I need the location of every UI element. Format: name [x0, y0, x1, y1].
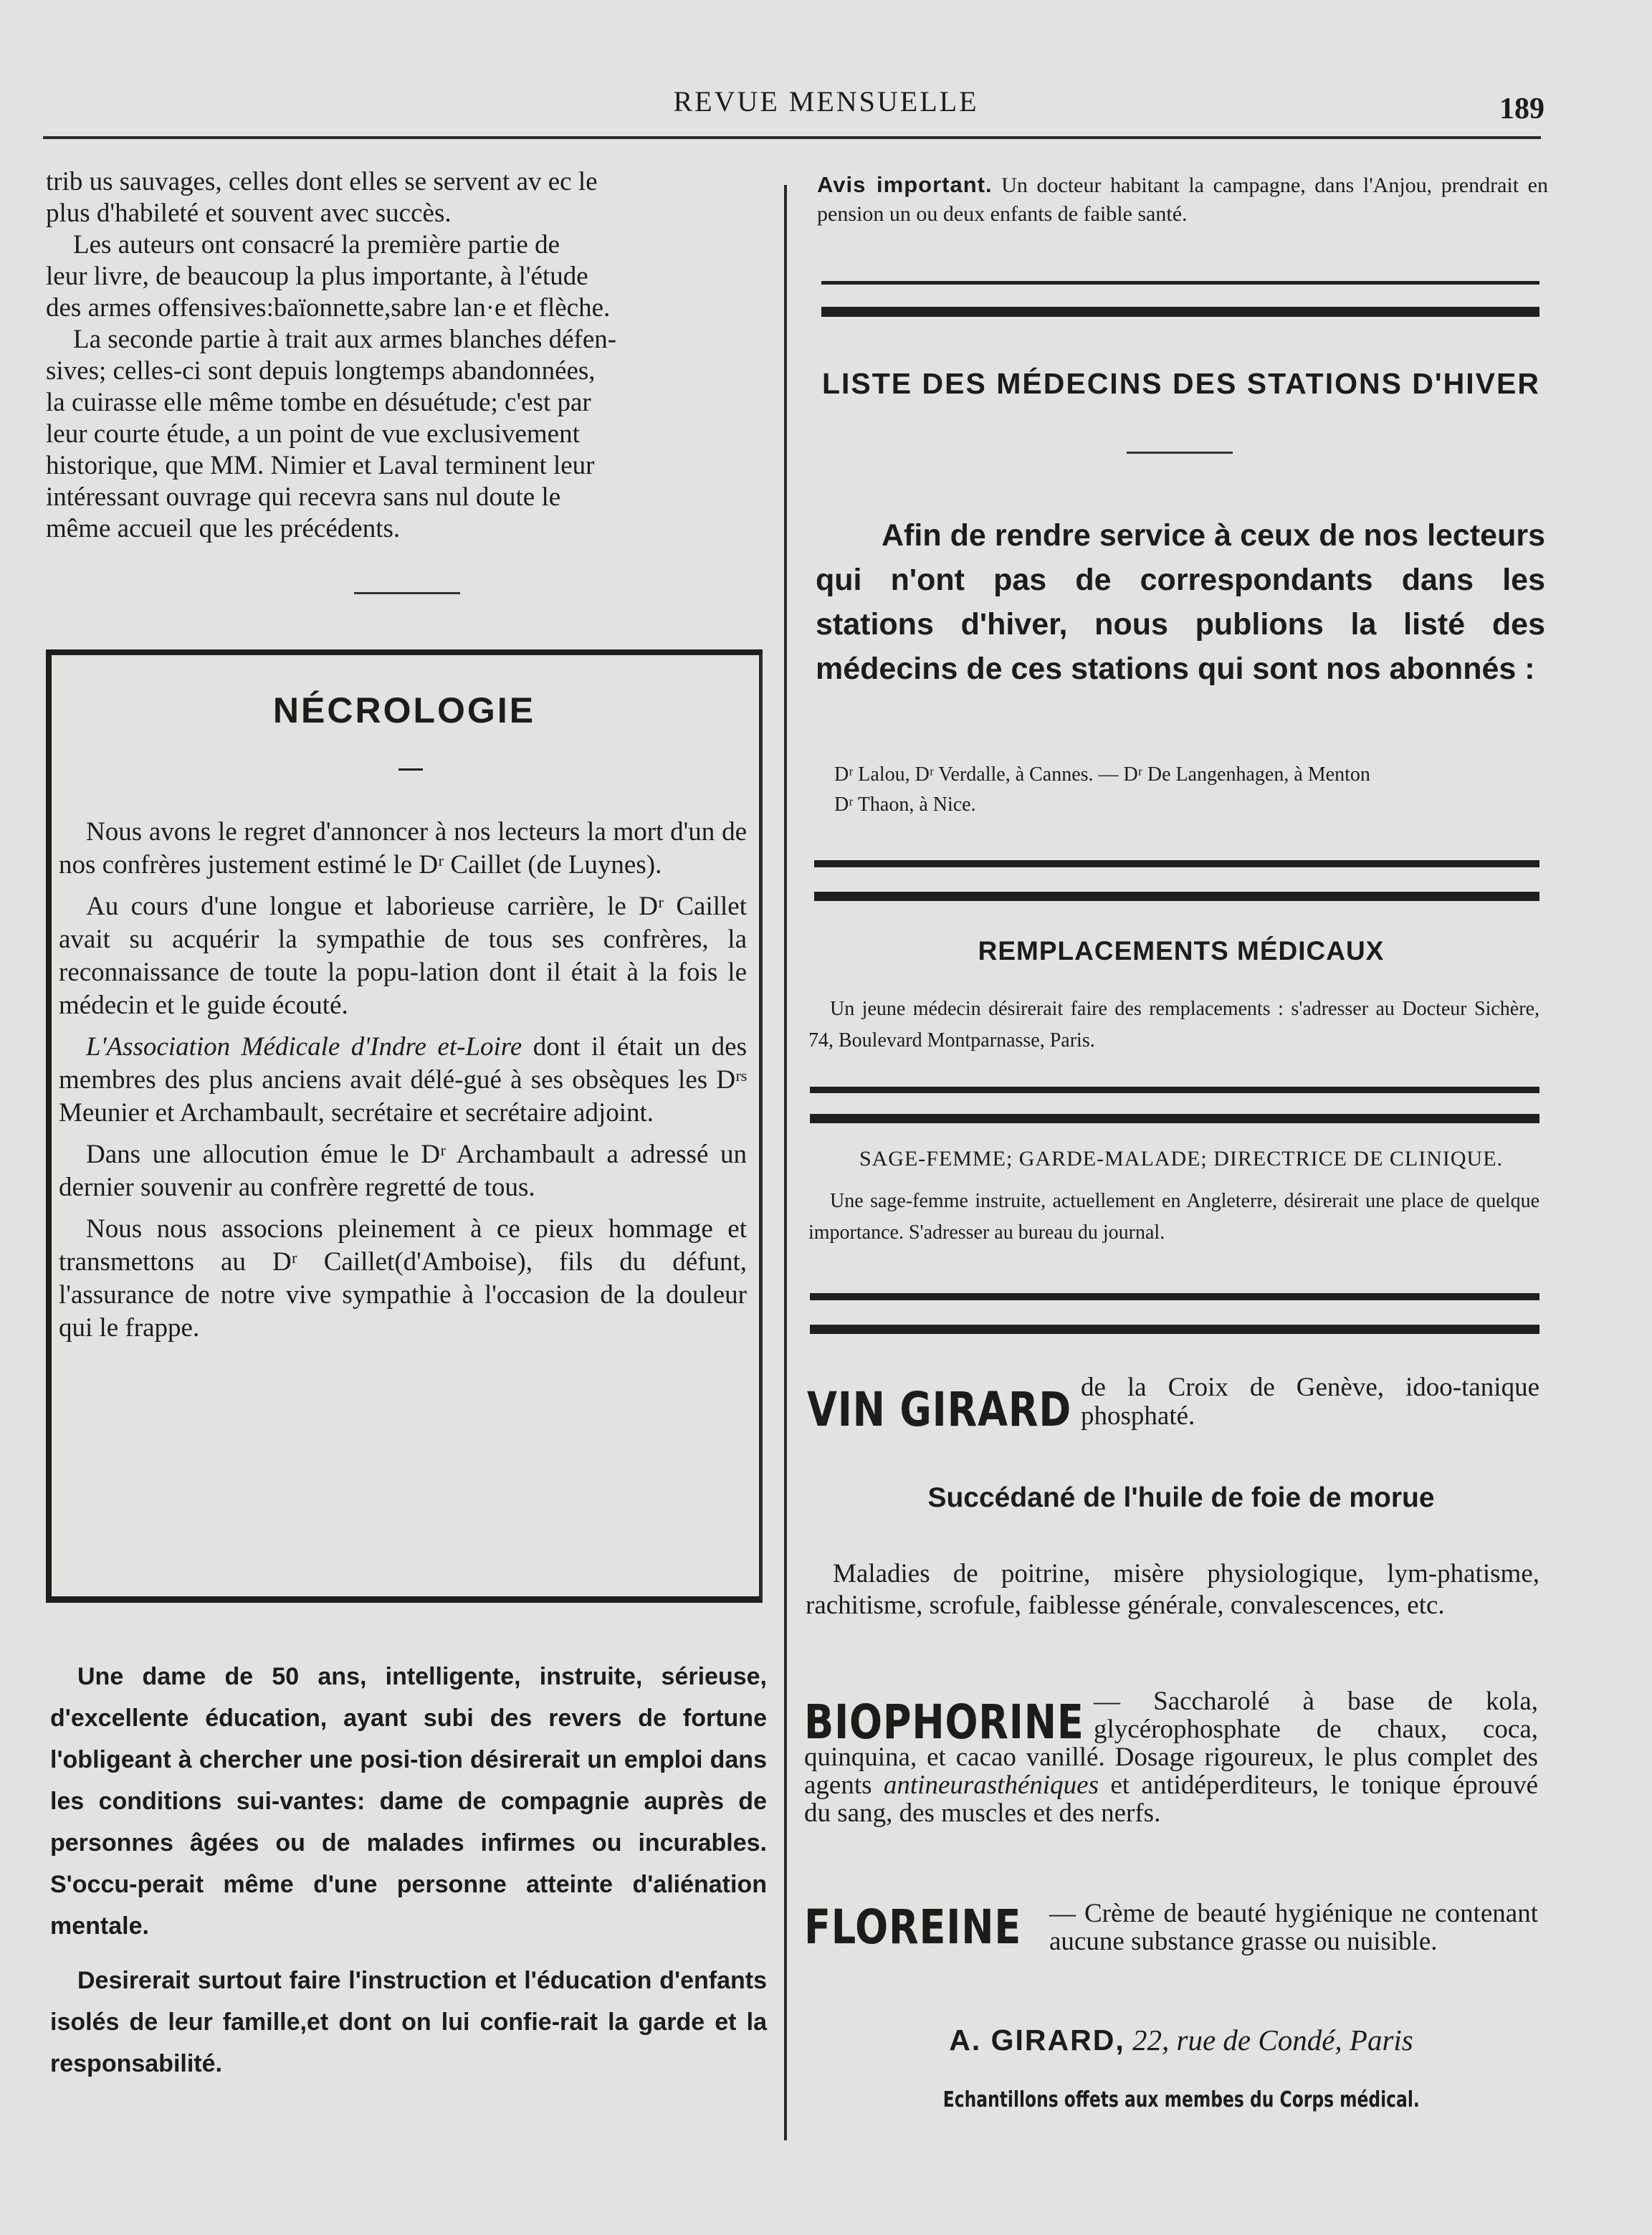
- biophorine-text-a: — Saccharolé à base de kola, glycérophosphate de chaux, coca, quinquina, et cacao vanillé. Dosage rigoureux, le plus complet des agents: [804, 1687, 1538, 1800]
- samples-note: [808, 2087, 1554, 2112]
- remplacements-title: REMPLACEMENTS MÉDICAUX: [978, 936, 1385, 966]
- necrologie-paragraph: Au cours d'une longue et laborieuse carrière, le Dʳ Caillet avait su acquérir la sympathie de tous ses confrères, la reconnaissance de toute la popu-lation dont il était à la fois le médecin et le guide écouté.: [59, 892, 747, 1020]
- samples-text: Echantillons offets aux membes du Corps médical.: [942, 2087, 1420, 2112]
- necrologie-paragraph: Nous avons le regret d'annoncer à nos lecteurs la mort d'un de nos confrères justement estimé le Dʳ Caillet (de Luynes).: [59, 817, 747, 880]
- sage-femme-text: Une sage-femme instruite, actuellement en Angleterre, désirerait une place de quelque importance. S'adresser au bureau du journal.: [808, 1190, 1539, 1244]
- review-line: trib us sauvages, celles dont elles se servent av ec le: [46, 167, 598, 196]
- biophorine-brand: BIOPHORINE: [804, 1695, 1084, 1750]
- section-rule-thick: [810, 1325, 1539, 1334]
- necrologie-paragraph-rest: dont il était un des membres des plus anciens avait délé-gué à ses obsèques les Dʳˢ Meunier et Archambault, secrétaire et secrétaire adjoint.: [59, 1032, 747, 1128]
- brand-spacer: [804, 1900, 1049, 1951]
- avis-body: Un docteur habitant la campagne, dans l'Anjou, prendrait en pension un ou deux enfants de faible santé.: [817, 173, 1548, 226]
- floreine-description: [804, 1900, 1538, 1955]
- section-rule-thick: [814, 892, 1539, 901]
- section-rule-thick: [821, 307, 1539, 317]
- doctors-line: Dʳ Lalou, Dʳ Verdalle, à Cannes. — Dʳ De Langenhagen, à Menton: [834, 763, 1370, 786]
- section-rule: [821, 281, 1539, 285]
- necrologie-text: [59, 816, 747, 1353]
- floreine-text: — Crème de beauté hygiénique ne contenant aucune substance grasse ou nuisible.: [1049, 1899, 1538, 1956]
- girard-address: [808, 2023, 1554, 2057]
- review-line: la cuirasse elle même tombe en désuétude; c'est par: [46, 388, 591, 417]
- necrologie-paragraph: Nous nous associons pleinement à ce pieux hommage et transmettons au Dʳ Caillet(d'Amboise), fils du défunt, l'assurance de notre vive sympathie à l'occasion de la douleur qui le frappe.: [59, 1214, 747, 1343]
- vin-girard-indications: Maladies de poitrine, misère physiologique, lym-phatisme, rachitisme, scrofule, faiblesse générale, convalescences, etc.: [806, 1559, 1539, 1620]
- section-rule-double: [810, 1087, 1539, 1093]
- biophorine-text-b: et antidéperditeurs, le tonique éprouvé du sang, des muscles et des nerfs.: [804, 1771, 1539, 1828]
- liste-intro: Afin de rendre service à ceux de nos lecteurs qui n'ont pas de correspondants dans les stations d'hiver, nous publions la listé des médecins de ces stations qui sont nos abonnés :: [816, 518, 1545, 686]
- column-divider: [784, 185, 787, 2140]
- review-line: Les auteurs ont consacré la première partie de: [73, 230, 560, 259]
- review-line: des armes offensives:baïonnette,sabre lan·e et flèche.: [46, 293, 611, 323]
- liste-doctors: [834, 760, 1537, 820]
- floreine-brand: FLOREINE: [804, 1900, 1022, 1955]
- section-rule-thick: [810, 1114, 1539, 1123]
- remplacements-text: Un jeune médecin désirerait faire des remplacements : s'adresser au Docteur Sichère, 74, Boulevard Montparnasse, Paris.: [808, 998, 1539, 1052]
- necrologie-title: NÉCROLOGIE: [272, 690, 536, 730]
- dame-ad-paragraph: Desirerait surtout faire l'instruction et l'éducation d'enfants isolés de leur famille,et dont on lui confie-rait la garde et la responsabilité.: [50, 1967, 767, 2077]
- section-rule: [1127, 452, 1233, 454]
- necrologie-dash: [398, 768, 423, 771]
- association-name: L'Association Médicale d'Indre et-Loire: [86, 1032, 522, 1062]
- brand-spacer: [804, 1687, 1094, 1739]
- vin-girard-subtitle: Succédané de l'huile de foie de morue: [927, 1482, 1435, 1513]
- review-line: historique, que MM. Nimier et Laval terminent leur: [46, 451, 595, 480]
- review-line: La seconde partie à trait aux armes blanches défen-: [73, 325, 617, 354]
- girard-street: 22, rue de Condé, Paris: [1125, 2024, 1413, 2057]
- review-line: leur livre, de beaucoup la plus importante, à l'étude: [46, 262, 588, 291]
- running-head: REVUE MENSUELLE: [673, 85, 979, 118]
- avis-label: Avis important.: [817, 172, 993, 197]
- avis-important: [817, 171, 1548, 229]
- section-rule-double: [810, 1293, 1539, 1300]
- review-line: plus d'habileté et souvent avec succès.: [46, 199, 452, 228]
- liste-title: LISTE DES MÉDECINS DES STATIONS D'HIVER: [821, 367, 1540, 400]
- page-number: 189: [1499, 92, 1544, 125]
- sage-femme-title: SAGE-FEMME; GARDE-MALADE; DIRECTRICE DE CLINIQUE.: [859, 1147, 1504, 1171]
- dame-employment-ad: [50, 1656, 767, 2097]
- doctors-line: Dʳ Thaon, à Nice.: [834, 794, 976, 816]
- vin-girard-description: de la Croix de Genève, idoo-tanique phosphaté.: [1081, 1373, 1539, 1431]
- vin-girard-brand: VIN GIRARD: [807, 1382, 1072, 1437]
- necrologie-paragraph: [59, 1031, 747, 1130]
- header-rule: [43, 136, 1541, 139]
- biophorine-description: [804, 1687, 1538, 1827]
- review-line: intéressant ouvrage qui recevra sans nul doute le: [46, 482, 561, 512]
- necrologie-paragraph: Dans une allocution émue le Dʳ Archambault a adressé un dernier souvenir au confrère regretté de tous.: [59, 1140, 747, 1202]
- girard-name: A. GIRARD,: [949, 2024, 1125, 2057]
- dame-ad-paragraph: Une dame de 50 ans, intelligente, instruite, sérieuse, d'excellente éducation, ayant subi des revers de fortune l'obligeant à chercher une posi-tion désirerait un emploi dans les conditions sui-vantes: dame de compagnie auprès de personnes âgées ou de malades infirmes ou incurables. S'occu-perait même d'une personne atteinte d'aliénation mentale.: [50, 1663, 767, 1940]
- review-line: même accueil que les précédents.: [46, 514, 401, 543]
- section-rule-double: [814, 860, 1539, 867]
- review-line: sives; celles-ci sont depuis longtemps abandonnées,: [46, 356, 596, 386]
- biophorine-text-italic: antineurasthéniques: [883, 1771, 1099, 1800]
- book-review-text: [46, 166, 777, 545]
- section-rule: [354, 592, 460, 594]
- review-line: leur courte étude, a un point de vue exclusivement: [46, 419, 580, 449]
